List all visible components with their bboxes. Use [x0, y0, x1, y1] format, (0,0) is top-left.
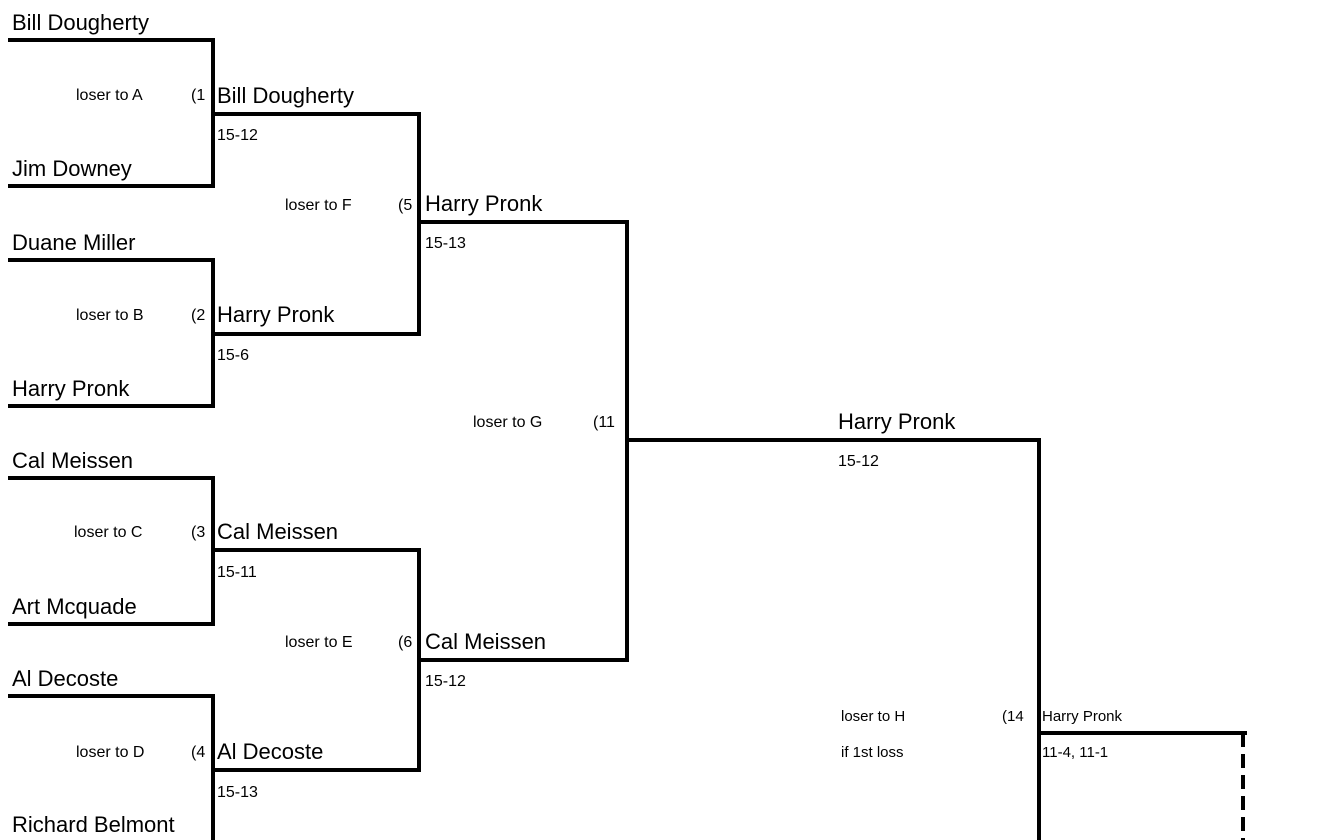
match-score: 15-13 [425, 235, 466, 252]
bracket-line [1037, 438, 1041, 840]
loser-note: loser to E [285, 634, 353, 651]
loser-note: loser to A [76, 87, 143, 104]
bracket-dashed-line [1241, 775, 1245, 789]
bracket-dashed-line [1241, 754, 1245, 768]
match-number: (5 [398, 197, 413, 214]
bracket-line [417, 220, 629, 224]
bracket-line [211, 548, 421, 552]
bracket-line [8, 184, 215, 188]
match-winner: Harry Pronk [1042, 708, 1123, 725]
match-winner: Al Decoste [217, 739, 324, 764]
bracket-dashed-line [1241, 817, 1245, 831]
bracket-line [8, 476, 215, 480]
match-score: 15-12 [425, 673, 466, 690]
entrant-name: Harry Pronk [12, 376, 130, 401]
match-winner: Harry Pronk [217, 302, 335, 327]
bracket-dashed-line [1241, 733, 1245, 747]
bracket-dashed-line [1241, 796, 1245, 810]
match-score: 15-12 [838, 453, 879, 470]
entrant-name: Richard Belmont [12, 812, 175, 837]
match-winner: Harry Pronk [838, 409, 956, 434]
loser-condition-note: if 1st loss [841, 744, 904, 761]
loser-note: loser to H [841, 708, 906, 725]
bracket-line [8, 258, 215, 262]
loser-note: loser to F [285, 197, 352, 214]
bracket-line [8, 38, 215, 42]
bracket-line [417, 112, 421, 336]
bracket-line [417, 658, 629, 662]
match-score: 15-12 [217, 127, 258, 144]
loser-note: loser to D [76, 744, 145, 761]
bracket-line [211, 332, 421, 336]
match-number: (3 [191, 524, 206, 541]
match-number: (4 [191, 744, 206, 761]
match-number: (2 [191, 307, 206, 324]
bracket-line [8, 404, 215, 408]
match-score: 15-6 [217, 347, 250, 364]
match-number: (1 [191, 87, 206, 104]
match-winner: Harry Pronk [425, 191, 543, 216]
match-score: 11-4, 11-1 [1042, 744, 1109, 761]
match-number: (14 [1002, 708, 1024, 725]
loser-note: loser to C [74, 524, 143, 541]
match-score: 15-11 [217, 564, 257, 581]
entrant-name: Al Decoste [12, 666, 119, 691]
entrant-name: Duane Miller [12, 230, 136, 255]
match-number: (6 [398, 634, 413, 651]
loser-note: loser to B [76, 307, 144, 324]
entrant-name: Art Mcquade [12, 594, 137, 619]
bracket-line [211, 694, 215, 840]
bracket-line [8, 694, 215, 698]
bracket-line [211, 768, 421, 772]
match-winner: Cal Meissen [217, 519, 339, 544]
bracket-line [211, 112, 421, 116]
bracket-line [625, 438, 1041, 442]
loser-note: loser to G [473, 414, 543, 431]
entrant-name: Bill Dougherty [12, 10, 149, 35]
match-score: 15-13 [217, 784, 258, 801]
match-winner: Cal Meissen [425, 629, 547, 654]
bracket-line [1037, 731, 1247, 735]
match-winner: Bill Dougherty [217, 83, 354, 108]
match-number: (11 [593, 414, 615, 431]
entrant-name: Jim Downey [12, 156, 132, 181]
entrant-name: Cal Meissen [12, 448, 134, 473]
bracket-line [8, 622, 215, 626]
